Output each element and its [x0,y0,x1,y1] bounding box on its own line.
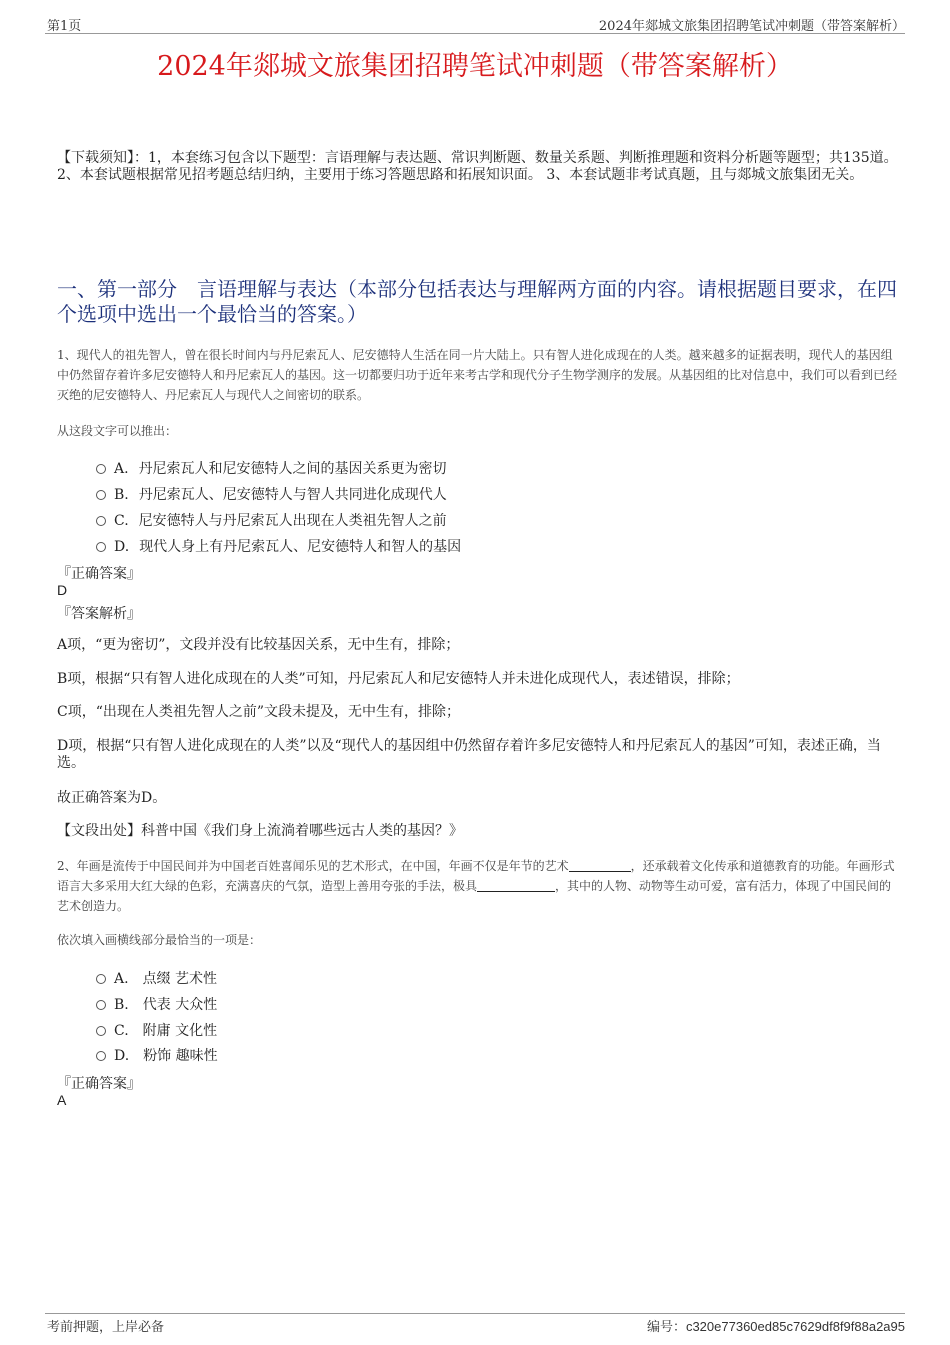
download-notice: 【下载须知】：1，本套练习包含以下题型：言语理解与表达题、常识判断题、数量关系题、判断推理题和资料分析题等题型；共135道。 2、本套试题根据常见招考题总结归纳，主要用于练习答题思路和拓展知识面。 3、本套试题非考试真题，且与郯城文旅集团无关。 [57,150,898,183]
radio-icon[interactable] [96,1000,106,1010]
page-title: 2024年郯城文旅集团招聘笔试冲刺题（带答案解析） [157,51,793,82]
option-text: 代表 大众性 [142,997,218,1013]
option-letter: A. [114,971,129,987]
question-2-text-part1: 2、年画是流传于中国民间并为中国老百姓喜闻乐见的艺术形式，在中国，年画不仅是年节的艺术 [57,859,569,873]
radio-icon[interactable] [96,1026,106,1036]
question-2-option-b[interactable] [96,994,217,1014]
question-1-prompt: 从这段文字可以推出： [57,424,178,438]
option-text: 丹尼索瓦人和尼安德特人之间的基因关系更为密切 [138,461,447,477]
analysis-item-c: C项，“出现在人类祖先智人之前”文段未提及，无中生有，排除； [57,704,461,720]
question-1-option-a[interactable] [96,458,447,478]
question-2-option-a[interactable] [96,968,217,988]
radio-icon[interactable] [96,464,106,474]
question-1-answer-label: 『正确答案』 [57,566,141,582]
option-text: 尼安德特人与丹尼索瓦人出现在人类祖先智人之前 [138,513,447,529]
option-letter: C. [114,1023,129,1039]
question-2-text-part3: ，其中的人物、动物等生动可爱，富有活力，体现了中国民间的艺术创造力。 [57,879,892,913]
question-2-prompt: 依次填入画横线部分最恰当的一项是： [57,933,262,947]
footer-slogan: 考前押题，上岸必备 [47,1320,165,1335]
fill-blank-1[interactable] [569,859,631,872]
analysis-item-a: A项，“更为密切”，文段并没有比较基因关系，无中生有，排除； [57,637,460,653]
question-1-option-c[interactable] [96,510,447,530]
question-2-option-d[interactable] [96,1045,218,1065]
analysis-item-d: D项，根据“只有智人进化成现在的人类”以及“现代人的基因组中仍然留存着许多尼安德特人和丹尼索瓦人的基因”可知，表述正确，当选。 [57,738,881,771]
question-1-option-b[interactable] [96,484,447,504]
question-1-answer: D [57,582,68,598]
fill-blank-2[interactable] [477,879,555,892]
option-letter: D. [114,539,130,555]
footer-code-label: 编号： [646,1320,686,1335]
question-1-source: 【文段出处】科普中国《我们身上流淌着哪些远古人类的基因？》 [57,823,463,839]
option-letter: D. [114,1048,130,1064]
option-text: 点缀 艺术性 [142,971,218,987]
option-letter: A. [114,461,129,477]
question-2-answer: A [57,1092,67,1108]
question-2-option-c[interactable] [96,1020,217,1040]
header-doc-title: 2024年郯城文旅集团招聘笔试冲刺题（带答案解析） [598,19,905,34]
question-2-text [57,856,902,916]
option-text: 粉饰 趣味性 [143,1048,218,1064]
radio-icon[interactable] [96,974,106,984]
option-letter: C. [114,513,129,529]
option-letter: B. [114,997,129,1013]
radio-icon[interactable] [96,542,106,552]
question-2-text-part2: ，还承载着文化传承和道德教育的功能。年画形式语言大多采用大红大绿的色彩，充满喜庆的气氛，造型上善用夸张的手法，极具 [57,859,895,893]
question-1-option-d[interactable] [96,536,461,556]
analysis-item-b: B项，根据“只有智人进化成现在的人类”可知，丹尼索瓦人和尼安德特人并未进化成现代人，表述错误，排除； [57,671,740,687]
footer-code [647,1316,905,1335]
option-letter: B. [114,487,129,503]
option-text: 丹尼索瓦人、尼安德特人与智人共同进化成现代人 [138,487,447,503]
question-1-text: 1、现代人的祖先智人，曾在很长时间内与丹尼索瓦人、尼安德特人生活在同一片大陆上。只有智人进化成现在的人类。越来越多的证据表明，现代人的基因组中仍然留存着许多尼安德特人和丹尼索瓦人的基因。这一切都要归功于近年来考古学和现代分子生物学测序的发展。从基因组的比对信息中，我们可以看到已经灭绝的尼安德特人、丹尼索瓦人与现代人之间密切的联系。 [57,348,898,402]
footer-code-value: c320e77360ed85c7629df8f9f88a2a95 [685,1319,905,1334]
option-text: 附庸 文化性 [142,1023,218,1039]
header-divider [45,33,905,34]
option-text: 现代人身上有丹尼索瓦人、尼安德特人和智人的基因 [139,539,462,555]
question-2-answer-label: 『正确答案』 [57,1076,141,1092]
radio-icon[interactable] [96,516,106,526]
radio-icon[interactable] [96,1051,106,1061]
page-number: 第1页 [47,19,82,34]
section-heading: 一、第一部分 言语理解与表达（本部分包括表达与理解两方面的内容。请根据题目要求，在四个选项中选出一个最恰当的答案。） [57,277,897,326]
footer-divider [45,1313,905,1314]
question-1-conclusion: 故正确答案为D。 [57,790,167,806]
radio-icon[interactable] [96,490,106,500]
question-1-analysis-label: 『答案解析』 [57,606,141,622]
